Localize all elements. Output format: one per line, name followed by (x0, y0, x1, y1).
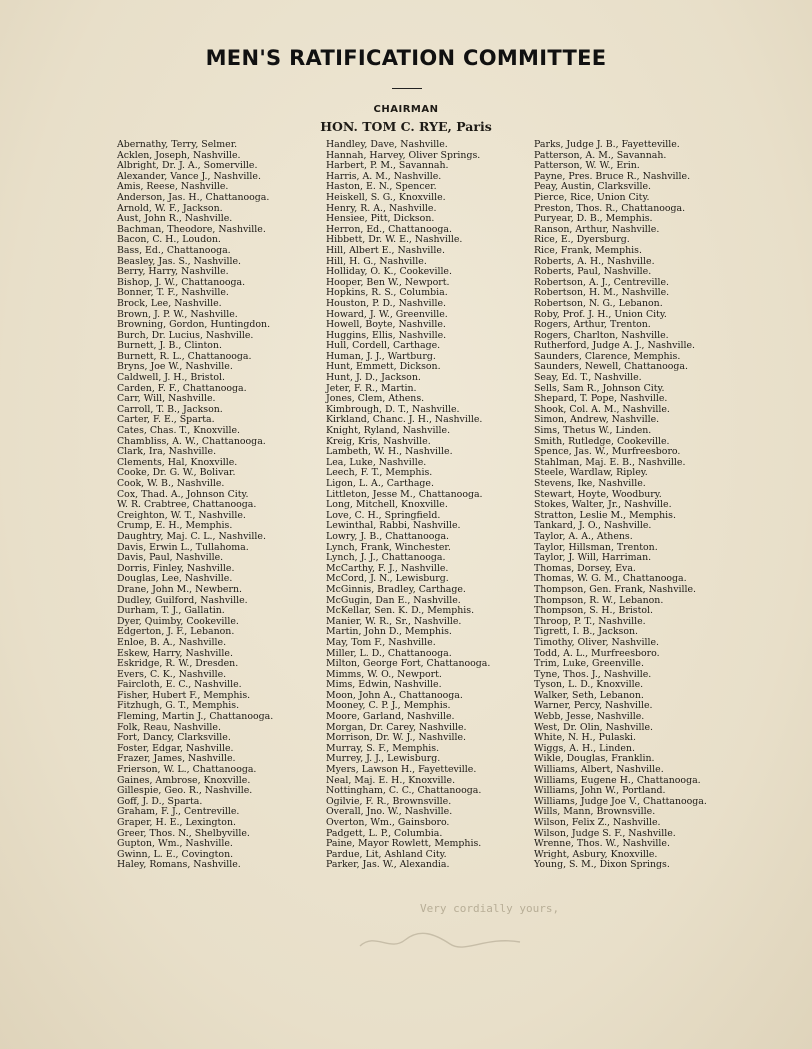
member-entry: May, Tom F., Nashville. (326, 636, 436, 648)
member-entry: Roby, Prof. J. H., Union City. (534, 308, 667, 320)
member-entry: Spence, Jas. W., Murfreesboro. (534, 446, 681, 458)
member-entry: Roberts, Paul, Nashville. (534, 266, 652, 278)
member-entry: Harris, A. M., Nashville. (326, 170, 442, 182)
member-entry: Overton, Wm., Gainsboro. (326, 817, 450, 828)
member-entry: Dyer, Quimby, Cookeville. (117, 615, 239, 627)
member-entry: Hooper, Ben W., Newport. (326, 276, 450, 288)
member-entry: Leech, F. T., Memphis. (326, 467, 433, 479)
member-entry: Rutherford, Judge A. J., Nashville. (534, 340, 695, 352)
member-entry: Bacon, C. H., Loudon. (117, 234, 221, 246)
member-entry: Enloe, B. A., Nashville. (117, 636, 227, 648)
member-entry: Davis, Erwin L., Tullahoma. (117, 541, 249, 553)
member-entry: Bryns, Joe W., Nashville. (117, 361, 233, 373)
member-entry: Hannah, Harvey, Oliver Springs. (326, 149, 481, 161)
member-entry: Tankard, J. O., Nashville. (534, 520, 652, 532)
member-entry: Heiskell, S. G., Knoxville. (326, 191, 446, 203)
member-entry: McGinnis, Bradley, Carthage. (326, 583, 466, 595)
member-entry: Howard, J. W., Greenville. (326, 308, 448, 320)
member-entry: Thompson, Gen. Frank, Nashville. (534, 583, 697, 595)
member-entry: Payne, Pres. Bruce R., Nashville. (534, 170, 691, 182)
member-entry: Fisher, Hubert F., Memphis. (117, 689, 251, 701)
chairman-name: HON. TOM C. RYE, Paris (320, 119, 492, 134)
member-entry: Hill, H. G., Nashville. (326, 255, 427, 267)
member-entry: Stahlman, Maj. E. B., Nashville. (534, 456, 686, 468)
member-entry: Lambeth, W. H., Nashville. (326, 446, 453, 458)
member-entry: Herron, Ed., Chattanooga. (326, 223, 452, 235)
member-entry: Morrison, Dr. W. J., Nashville. (326, 732, 466, 744)
member-entry: Mims, Edwin, Nashville. (326, 679, 442, 691)
member-entry: Rice, E., Dyersburg. (534, 234, 630, 246)
member-entry: Thompson, S. H., Bristol. (534, 605, 654, 617)
member-entry: Parks, Judge J. B., Fayetteville. (534, 139, 680, 150)
member-entry: Paine, Mayor Rowlett, Memphis. (326, 838, 482, 850)
member-entry: Handley, Dave, Nashville. (326, 139, 448, 150)
member-entry: Brock, Lee, Nashville. (117, 297, 222, 309)
member-entry: Henry, R. A., Nashville. (326, 202, 437, 214)
member-entry: Parker, Jas. W., Alexandia. (326, 859, 450, 871)
member-entry: Tigrett, I. B., Jackson. (534, 626, 639, 638)
member-entry: Beasley, Jas. S., Nashville. (117, 255, 242, 267)
member-entry: Puryear, D. B., Memphis. (534, 213, 653, 225)
member-entry: Faircloth, E. C., Nashville. (117, 679, 242, 691)
member-entry: Harbert, P. M., Savannah. (326, 160, 449, 172)
member-entry: Wikle, Douglas, Franklin. (534, 753, 655, 765)
member-entry: Davis, Paul, Nashville. (117, 552, 224, 564)
member-entry: Shook, Col. A. M., Nashville. (534, 403, 670, 415)
member-entry: W. R. Crabtree, Chattanooga. (117, 499, 257, 511)
member-entry: Frazer, James, Nashville. (117, 753, 236, 765)
member-entry: Milton, George Fort, Chattanooga. (326, 658, 491, 670)
member-entry: Seay, Ed. T., Nashville. (534, 372, 642, 384)
member-entry: Lea, Luke, Nashville. (326, 456, 427, 468)
member-entry: Anderson, Jas. H., Chattanooga. (117, 191, 270, 203)
member-entry: Saunders, Newell, Chattanooga. (534, 361, 688, 373)
member-entry: Tyson, L. D., Knoxville. (534, 679, 644, 691)
member-entry: Thompson, R. W., Lebanon. (534, 594, 664, 606)
member-entry: Smith, Rutledge, Cookeville. (534, 435, 670, 447)
member-entry: Webb, Jesse, Nashville. (534, 711, 645, 723)
member-entry: Greer, Thos. N., Shelbyville. (117, 827, 250, 839)
member-entry: Preston, Thos. R., Chattanooga. (534, 202, 686, 214)
member-entry: Howell, Boyte, Nashville. (326, 319, 446, 331)
member-entry: Rice, Frank, Memphis. (534, 244, 642, 256)
member-entry: Gaines, Ambrose, Knoxville. (117, 774, 251, 786)
member-entry: Gwinn, L. E., Covington. (117, 848, 234, 860)
member-entry: Kirkland, Chanc. J. H., Nashville. (326, 414, 483, 426)
member-entry: Shepard, T. Pope, Nashville. (534, 393, 668, 405)
member-entry: Amis, Reese, Nashville. (117, 181, 229, 193)
member-entry: Taylor, Hillsman, Trenton. (534, 541, 658, 553)
member-entry: Love, C. H., Springfield. (326, 509, 441, 521)
member-entry: Wiggs, A. H., Linden. (534, 742, 635, 754)
chairman-label: CHAIRMAN (373, 104, 439, 115)
member-entry: Wright, Asbury, Knoxville. (534, 848, 658, 860)
member-entry: Martin, John D., Memphis. (326, 626, 452, 638)
member-entry: Cook, W. B., Nashville. (117, 478, 225, 489)
member-entry: Williams, Albert, Nashville. (534, 764, 664, 776)
member-entry: Timothy, Oliver, Nashville. (534, 636, 659, 648)
member-entry: Neal, Maj. E. H., Knoxville. (326, 774, 456, 786)
member-entry: Burnett, J. B., Clinton. (117, 340, 222, 352)
member-entry: Wilson, Judge S. F., Nashville. (534, 827, 676, 839)
member-entry: Rogers, Arthur, Trenton. (534, 319, 651, 331)
member-entry: Taylor, J. Will, Harriman. (534, 552, 652, 564)
member-entry: Nottingham, C. C., Chattanooga. (326, 785, 482, 797)
member-entry: Rogers, Charlton, Nashville. (534, 329, 669, 341)
member-entry: Hill, Albert E., Nashville. (326, 244, 445, 256)
member-entry: Hunt, Emmett, Dickson. (326, 361, 441, 373)
member-entry: Carden, F. F., Chattanooga. (117, 382, 247, 394)
member-entry: Hopkins, R. S., Columbia. (326, 287, 448, 299)
member-entry: Bonner, T. F., Nashville. (117, 287, 229, 299)
member-entry: Throop, P. T., Nashville. (534, 615, 646, 627)
member-entry: McGugin, Dan E., Nashville. (326, 594, 461, 606)
member-entry: McKellar, Sen. K. D., Memphis. (326, 605, 475, 617)
member-entry: Saunders, Clarence, Memphis. (534, 350, 681, 362)
member-entry: Abernathy, Terry, Selmer. (117, 139, 238, 150)
member-entry: Fort, Dancy, Clarksville. (117, 732, 231, 744)
member-entry: Hensiee, Pitt, Dickson. (326, 213, 435, 225)
member-entry: Overall, Jno. W., Nashville. (326, 806, 453, 818)
member-entry: Caldwell, J. H., Bristol. (117, 372, 225, 384)
member-entry: Ogilvie, F. R., Brownsville. (326, 795, 452, 807)
member-entry: Foster, Edgar, Nashville. (117, 742, 234, 754)
member-entry: Albright, Dr. J. A., Somerville. (117, 160, 258, 172)
member-entry: Cates, Chas. T., Knoxville. (117, 425, 241, 437)
member-entry: Robertson, A. J., Centreville. (534, 276, 670, 288)
member-entry: Clark, Ira, Nashville. (117, 446, 217, 458)
member-entry: Robertson, N. G., Lebanon. (534, 297, 663, 309)
member-entry: Cooke, Dr. G. W., Bolivar. (117, 467, 236, 479)
member-entry: Robertson, H. M., Nashville. (534, 287, 670, 299)
member-entry: Wilson, Felix Z., Nashville. (534, 817, 661, 828)
member-entry: Long, Mitchell, Knoxville. (326, 499, 448, 511)
member-entry: Lewinthal, Rabbi, Nashville. (326, 520, 461, 532)
member-entry: Holliday, O. K., Cookeville. (326, 266, 452, 278)
member-entry: Ranson, Arthur, Nashville. (534, 223, 660, 235)
member-entry: Acklen, Joseph, Nashville. (117, 149, 241, 161)
member-entry: Thomas, W. G. M., Chattanooga. (534, 573, 687, 585)
member-entry: Manier, W. R., Sr., Nashville. (326, 615, 462, 627)
member-entry: Hull, Cordell, Carthage. (326, 340, 441, 352)
member-entry: West, Dr. Olin, Nashville. (534, 721, 654, 733)
member-entry: Padgett, L. P., Columbia. (326, 827, 443, 839)
member-entry: Human, J. J., Wartburg. (326, 350, 436, 362)
member-entry: Williams, Eugene H., Chattanooga. (534, 774, 701, 786)
member-entry: Moon, John A., Chattanooga. (326, 689, 463, 701)
title-divider (392, 88, 422, 89)
member-entry: Gillespie, Geo. R., Nashville. (117, 785, 253, 797)
member-entry: Lowry, J. B., Chattanooga. (326, 530, 450, 542)
member-entry: Carroll, T. B., Jackson. (117, 403, 223, 415)
member-entry: Carter, F. E., Sparta. (117, 414, 215, 426)
member-entry: Mooney, C. P. J., Memphis. (326, 700, 451, 712)
member-column-3 (534, 140, 707, 871)
member-entry: Taylor, A. A., Athens. (534, 530, 633, 542)
member-entry: Morgan, Dr. Carey, Nashville. (326, 721, 467, 733)
member-entry: Simon, Andrew, Nashville. (534, 414, 660, 426)
member-entry: Haley, Romans, Nashville. (117, 859, 241, 871)
faint-closing-text: Very cordially yours, (420, 902, 560, 915)
member-entry: Bishop, J. W., Chattanooga. (117, 276, 246, 288)
member-entry: Young, S. M., Dixon Springs. (534, 859, 670, 871)
member-entry: Kreig, Kris, Nashville. (326, 435, 431, 447)
member-entry: Moore, Garland, Nashville. (326, 711, 455, 723)
member-entry: Lynch, Frank, Winchester. (326, 541, 451, 553)
member-entry: McCord, J. N., Lewisburg. (326, 573, 449, 585)
member-entry: Jeter, F. R., Martin. (326, 382, 417, 394)
member-entry: Gupton, Wm., Nashville. (117, 838, 233, 850)
member-entry: Williams, John W., Portland. (534, 785, 666, 797)
member-entry: Sells, Sam R., Johnson City. (534, 382, 665, 394)
member-entry: Folk, Reau, Nashville. (117, 721, 221, 733)
member-entry: Browning, Gordon, Huntingdon. (117, 319, 271, 331)
member-entry: Patterson, A. M., Savannah. (534, 149, 667, 161)
member-entry: Houston, P. D., Nashville. (326, 297, 447, 309)
member-entry: Bass, Ed., Chattanooga. (117, 244, 231, 256)
member-entry: Brown, J. P. W., Nashville. (117, 308, 238, 320)
member-entry: Miller, L. D., Chattanooga. (326, 647, 452, 659)
member-entry: Stewart, Hoyte, Woodbury. (534, 488, 662, 500)
member-entry: Steele, Wardlaw, Ripley. (534, 467, 648, 479)
member-entry: Edgerton, J. F., Lebanon. (117, 626, 235, 638)
member-entry: Drane, John M., Newbern. (117, 583, 242, 595)
member-entry: Alexander, Vance J., Nashville. (117, 170, 261, 182)
member-entry: Cox, Thad. A., Johnson City. (117, 488, 249, 500)
member-entry: Haston, E. N., Spencer. (326, 181, 437, 193)
member-entry: Graper, H. E., Lexington. (117, 817, 236, 828)
faint-signature-mark (355, 928, 525, 954)
member-entry: Littleton, Jesse M., Chattanooga. (326, 488, 483, 500)
member-entry: Creighton, W. T., Nashville. (117, 509, 246, 521)
member-entry: Williams, Judge Joe V., Chattanooga. (534, 795, 707, 807)
member-entry: Ligon, L. A., Carthage. (326, 478, 434, 489)
member-entry: Warner, Percy, Nashville. (534, 700, 653, 712)
member-entry: Stokes, Walter, Jr., Nashville. (534, 499, 672, 511)
member-entry: Durham, T. J., Gallatin. (117, 605, 225, 617)
member-entry: Trim, Luke, Greenville. (534, 658, 644, 670)
member-entry: Hibbett, Dr. W. E., Nashville. (326, 234, 463, 246)
member-entry: Stratton, Leslie M., Memphis. (534, 509, 676, 521)
member-entry: Lynch, J. J., Chattanooga. (326, 552, 446, 564)
member-entry: Sims, Thetus W., Linden. (534, 425, 652, 437)
member-entry: Kimbrough, D. T., Nashville. (326, 403, 460, 415)
member-entry: Patterson, W. W., Erin. (534, 160, 640, 172)
member-entry: Graham, F. J., Centreville. (117, 806, 240, 818)
member-entry: Todd, A. L., Murfreesboro. (534, 647, 660, 659)
member-entry: Goff, J. D., Sparta. (117, 795, 203, 807)
member-entry: Aust, John R., Nashville. (117, 213, 233, 225)
member-entry: Berry, Harry, Nashville. (117, 266, 229, 278)
member-entry: Frierson, W. L., Chattanooga. (117, 764, 257, 776)
member-column-2 (326, 140, 490, 871)
member-entry: Clements, Hal, Knoxville. (117, 456, 238, 468)
member-entry: Douglas, Lee, Nashville. (117, 573, 233, 585)
member-entry: Thomas, Dorsey, Eva. (534, 562, 636, 574)
member-entry: McCarthy, F. J., Nashville. (326, 562, 449, 574)
member-entry: Huggins, Ellis, Nashville. (326, 329, 447, 341)
member-entry: Murray, S. F., Memphis. (326, 742, 440, 754)
member-entry: Burch, Dr. Lucius, Nashville. (117, 329, 254, 341)
member-entry: Fitzhugh, G. T., Memphis. (117, 700, 240, 712)
member-entry: Arnold, W. F., Jackson. (117, 202, 223, 214)
member-entry: Murrey, J. J., Lewisburg. (326, 753, 441, 765)
member-column-1 (117, 140, 273, 871)
member-entry: Pardue, Lit, Ashland City. (326, 848, 447, 860)
member-entry: Stevens, Ike, Nashville. (534, 478, 646, 489)
member-entry: Walker, Seth, Lebanon. (534, 689, 644, 701)
member-entry: Carr, Will, Nashville. (117, 393, 216, 405)
member-entry: Crump, E. H., Memphis. (117, 520, 233, 532)
member-entry: Wills, Mann, Brownsville. (534, 806, 656, 818)
member-entry: Peay, Austin, Clarksville. (534, 181, 651, 193)
member-entry: Fleming, Martin J., Chattanooga. (117, 711, 274, 723)
member-entry: Daughtry, Maj. C. L., Nashville. (117, 530, 266, 542)
member-entry: Eskridge, R. W., Dresden. (117, 658, 239, 670)
document-title: MEN'S RATIFICATION COMMITTEE (205, 46, 607, 70)
member-entry: Hunt, J. D., Jackson. (326, 372, 421, 384)
member-entry: Chambliss, A. W., Chattanooga. (117, 435, 266, 447)
member-entry: Burnett, R. L., Chattanooga. (117, 350, 252, 362)
member-entry: Tyne, Thos. J., Nashville. (534, 668, 652, 680)
member-entry: Jones, Clem, Athens. (326, 393, 425, 405)
member-entry: Pierce, Rice, Union City. (534, 191, 650, 203)
member-entry: Roberts, A. H., Nashville. (534, 255, 655, 267)
member-entry: Mimms, W. O., Newport. (326, 668, 442, 680)
member-entry: Knight, Ryland, Nashville. (326, 425, 451, 437)
member-entry: Dudley, Guilford, Nashville. (117, 594, 248, 606)
member-entry: Dorris, Finley, Nashville. (117, 562, 235, 574)
member-entry: White, N. H., Pulaski. (534, 732, 637, 744)
member-entry: Wrenne, Thos. W., Nashville. (534, 838, 670, 850)
member-entry: Bachman, Theodore, Nashville. (117, 223, 266, 235)
member-entry: Eskew, Harry, Nashville. (117, 647, 233, 659)
member-entry: Myers, Lawson H., Fayetteville. (326, 764, 477, 776)
member-entry: Evers, C. K., Nashville. (117, 668, 227, 680)
